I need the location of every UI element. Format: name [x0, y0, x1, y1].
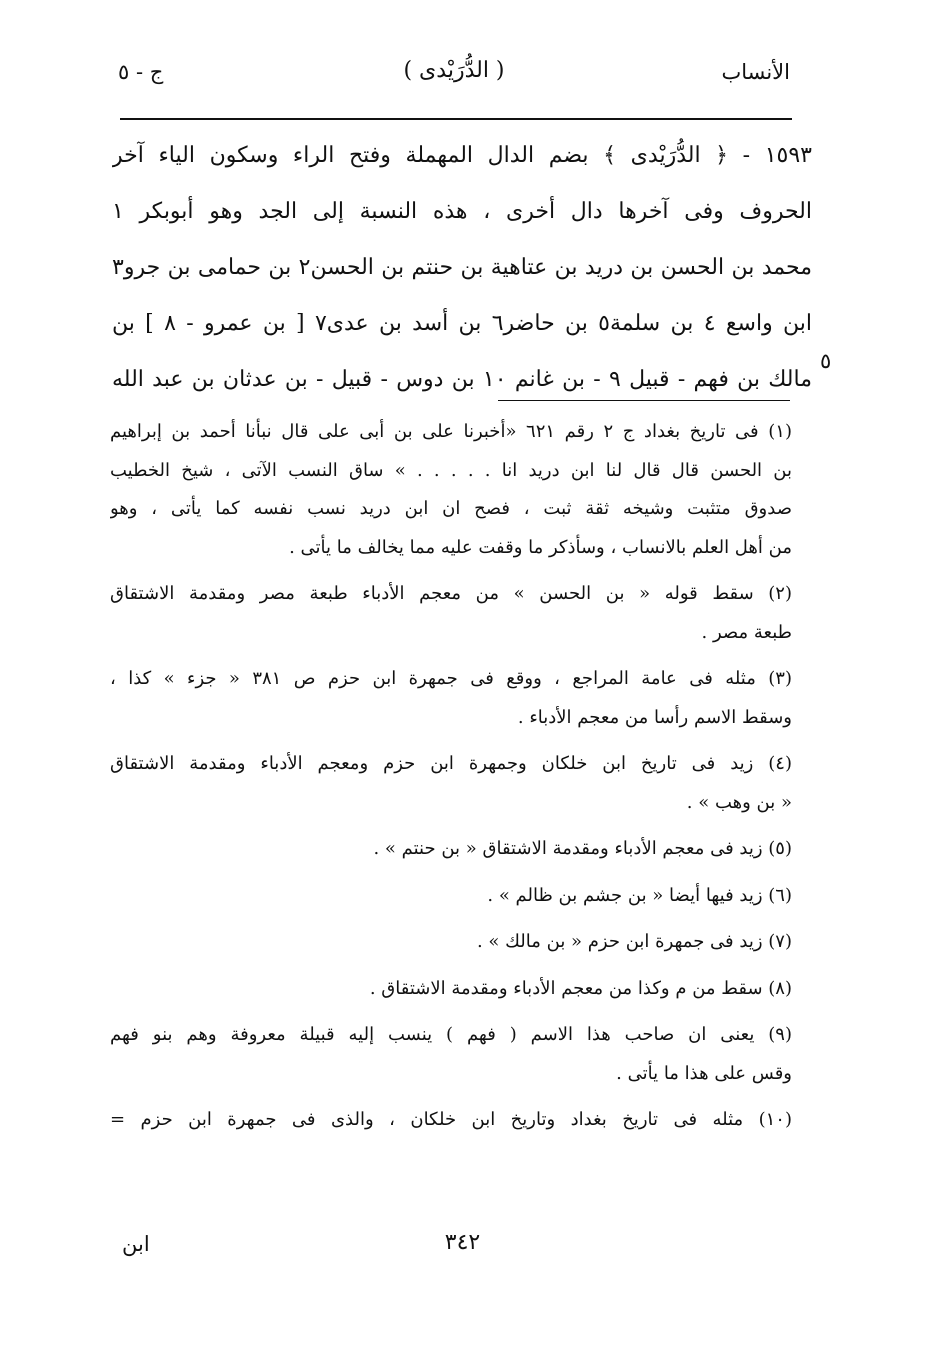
footnote-line: من أهل العلم بالانساب ، وسأذكر ما وقفت عليه مما يخالف ما يأتى .	[289, 536, 792, 558]
footnote-line: (١) فى تاريخ بغداد ج ٢ رقم ٦٢١ «أخبرنا على بن أبى على قال نبأنا أحمد بن إبراهيم	[110, 421, 792, 442]
footnote-line: (٢) سقط قوله « بن الحسن » من معجم الأدباء طبعة مصر ومقدمة الاشتقاق	[110, 583, 792, 604]
entry-body	[112, 128, 812, 408]
footnote-line: (٤) زيد فى تاريخ ابن خلكان وجمهرة ابن حزم ومعجم الأدباء ومقدمة الاشتقاق	[110, 753, 792, 774]
entry-line: محمد بن الحسن بن دريد بن عتاهية بن حنتم بن الحسن٢ بن حمامى بن جرو٣	[112, 255, 812, 280]
entry-line: مالك بن فهم - قبيل ٩ - بن غانم ١٠ بن دوس - قبيل - بن عدثان بن عبد الله	[112, 367, 812, 392]
running-header	[118, 58, 790, 92]
footnote	[110, 923, 792, 962]
footnote	[110, 413, 792, 567]
footnote-line: (٨) سقط من م وكذا من معجم الأدباء ومقدمة الاشتقاق .	[369, 977, 792, 999]
footnote-line: وقس على هذا ما يأتى .	[616, 1062, 792, 1084]
footnote	[110, 1016, 792, 1093]
footnote	[110, 877, 792, 916]
footnote-line: وسقط الاسم رأسا من معجم الأدباء .	[517, 706, 792, 728]
entry-line: ١٥٩٣ - ﴿ الدُّرَيْدى ﴾ بضم الدال المهملة وفتح الراء وسكون الياء آخر	[112, 143, 812, 168]
entry-line: ابن واسع ٤ بن سلمة٥ بن حاضر٦ بن أسد بن عدى٧ [ بن عمرو - ٨ ] بن	[112, 311, 812, 336]
footnote	[110, 970, 792, 1009]
footnote-rule	[498, 400, 790, 401]
footnote-line: « بن وهب » .	[686, 791, 792, 813]
header-book-title: الأنساب	[721, 60, 790, 84]
footnote-line: صدوق متثبت وشيخه ثقة ثبت ، فصح ان ابن دريد نسب نفسه كما يأتى ، وهو	[110, 498, 792, 519]
header-rule	[120, 118, 792, 120]
entry-line: الحروف وفى آخرها دال أخرى ، هذه النسبة إلى الجد وهو أبوبكر ١	[112, 199, 812, 224]
footnote	[110, 1101, 792, 1140]
footnote	[110, 575, 792, 652]
footnotes	[110, 413, 792, 1148]
catchword: ابن	[122, 1232, 150, 1256]
footnote-line: (٣) مثله فى عامة المراجع ، ووقع فى جمهرة ابن حزم ص ٣٨١ « جزء » كذا ،	[110, 668, 792, 689]
footnote	[110, 745, 792, 822]
footnote	[110, 830, 792, 869]
header-entry-title: ( الدُّرَيْدى )	[403, 58, 505, 83]
margin-line-number: ٥	[820, 349, 832, 373]
footnote-line: (١٠) مثله فى تاريخ بغداد وتاريخ ابن خلكان ، والذى فى جمهرة ابن حزم =	[110, 1109, 792, 1130]
footnote-line: (٥) زيد فى معجم الأدباء ومقدمة الاشتقاق « بن حنتم » .	[373, 838, 792, 859]
footnote-line: (٦) زيد فيها أيضا « بن جشم بن ظالم » .	[487, 884, 792, 906]
footnote-line: (٩) يعنى ان صاحب هذا الاسم ( فهم ) ينسب إليه قبيلة معروفة وهم بنو فهم	[110, 1024, 792, 1045]
footnote-line: (٧) زيد فى جمهرة ابن حزم « بن مالك » .	[476, 931, 792, 952]
footnote-line: طبعة مصر .	[701, 621, 792, 643]
footnote	[110, 660, 792, 737]
page-number: ٣٤٢	[444, 1230, 481, 1255]
footnote-line: بن الحسن قال قال لنا ابن دريد انا . . . . . » ساق النسب الآتى ، شيخ الخطيب	[110, 459, 792, 481]
header-volume: ج - ٥	[118, 60, 164, 84]
